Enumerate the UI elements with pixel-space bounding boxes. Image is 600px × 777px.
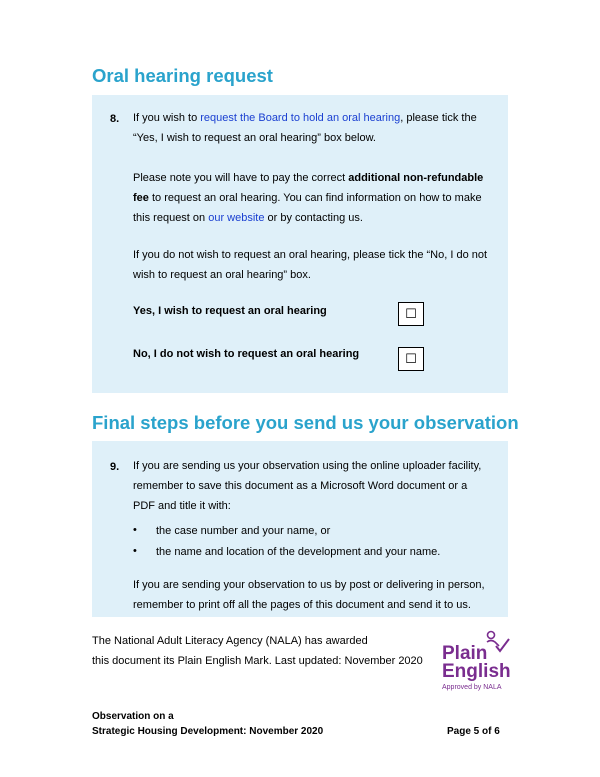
option-no-label: No, I do not wish to request an oral hearing xyxy=(133,348,360,360)
oral-hearing-panel xyxy=(92,95,508,393)
section-heading-oral-hearing: Oral hearing request xyxy=(92,65,273,86)
logo-word-english: English xyxy=(442,661,511,682)
text: wish to request an oral hearing” box. xyxy=(133,269,311,281)
uploader-note xyxy=(133,456,498,516)
text: remember to save this document as a Microsoft Word document or a xyxy=(133,480,468,492)
bullet-item: the name and location of the development and your name. xyxy=(156,546,441,558)
text: Observation on a xyxy=(92,711,174,722)
bold-text: additional non-refundable xyxy=(348,172,484,184)
section-heading-final-steps: Final steps before you send us your observation xyxy=(92,412,519,433)
footer-title xyxy=(92,709,323,739)
text: this document its Plain English Mark. Last updated: November 2020 xyxy=(92,655,423,667)
text: If you are sending your observation to us by post or delivering in person, xyxy=(133,579,485,591)
bold-text: fee xyxy=(133,192,149,204)
text: “Yes, I wish to request an oral hearing” box below. xyxy=(133,132,376,144)
text: or by contacting us. xyxy=(264,212,363,224)
item-number: 8. xyxy=(110,113,120,125)
text: If you are sending us your observation using the online uploader facility, xyxy=(133,460,482,472)
text: The National Adult Literacy Agency (NALA) has awarded xyxy=(92,635,368,647)
oral-hearing-link[interactable]: request the Board to hold an oral hearing xyxy=(200,112,401,124)
no-hearing-note xyxy=(133,245,498,285)
text: If you wish to xyxy=(133,112,201,124)
nala-statement xyxy=(92,631,423,671)
text: this request on xyxy=(133,212,209,224)
text: PDF and title it with: xyxy=(133,500,231,512)
logo-tagline: Approved by NALA xyxy=(442,684,502,691)
page-number: Page 5 of 6 xyxy=(447,726,500,737)
post-note xyxy=(133,575,498,615)
fee-note xyxy=(133,168,498,228)
text: , please tick the xyxy=(400,112,477,124)
final-steps-panel xyxy=(92,441,508,617)
text: remember to print off all the pages of this document and send it to us. xyxy=(133,599,471,611)
text: Please note you will have to pay the correct xyxy=(133,172,349,184)
text: If you do not wish to request an oral hearing, please tick the “No, I do not xyxy=(133,249,488,261)
plain-english-logo xyxy=(438,629,518,697)
oral-hearing-intro xyxy=(133,108,498,148)
text: to request an oral hearing. You can find information on how to make xyxy=(148,192,482,204)
no-checkbox[interactable]: ☐ xyxy=(398,347,424,371)
website-link[interactable]: our website xyxy=(208,212,265,224)
text: Strategic Housing Development: November 2020 xyxy=(92,726,324,737)
bullet-icon: • xyxy=(133,524,137,536)
option-yes-label: Yes, I wish to request an oral hearing xyxy=(133,305,327,317)
bullet-icon: • xyxy=(133,545,137,557)
item-number: 9. xyxy=(110,461,120,473)
logo-word-plain: Plain xyxy=(442,643,488,664)
yes-checkbox[interactable]: ☐ xyxy=(398,302,424,326)
bullet-item: the case number and your name, or xyxy=(156,525,331,537)
